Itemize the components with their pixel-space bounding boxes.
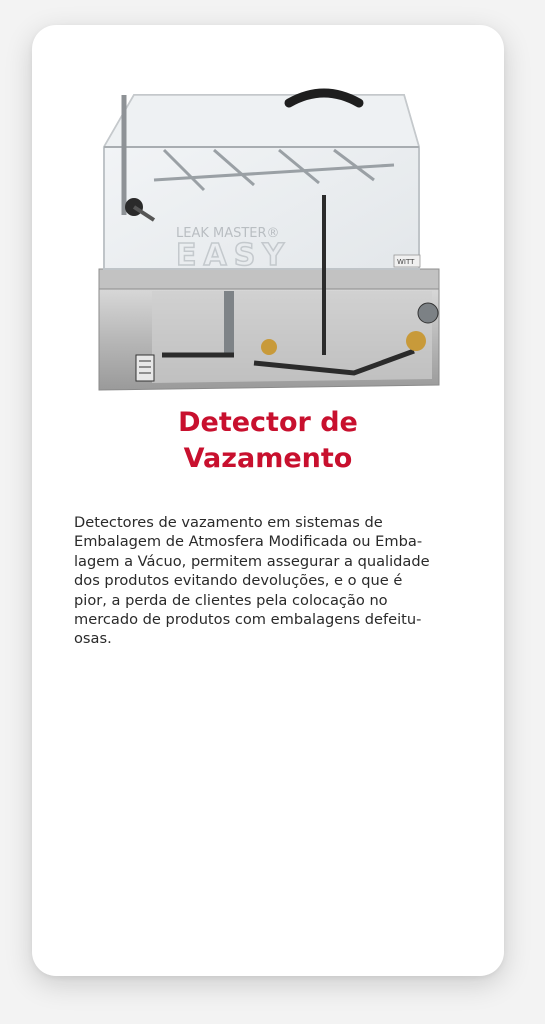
spec-plate (136, 355, 154, 381)
svg-text:EASY: EASY (176, 238, 292, 273)
description-line: pior, a perda de clientes pela colocação no (74, 591, 388, 609)
product-image-leak-detector (94, 55, 444, 405)
badge-witt (394, 255, 420, 267)
product-card (32, 25, 504, 976)
description-line: mercado de produtos com embalagens defeitu- (74, 611, 422, 629)
product-title (32, 405, 504, 477)
product-title-line: Detector de (178, 407, 358, 438)
product-title-line: Vazamento (183, 443, 353, 474)
description-line: dos produtos evitando devoluções, e o que é (74, 572, 403, 590)
product-description (74, 513, 464, 649)
svg-text:WITT: WITT (397, 258, 415, 266)
description-line: Embalagem de Atmosfera Modificada ou Emba- (74, 533, 423, 551)
description-line: lagem a Vácuo, permitem assegurar a qualidade (74, 552, 430, 570)
description-line: Detectores de vazamento em sistemas de (74, 514, 383, 531)
leak-detector-illustration (94, 55, 444, 405)
description-line: osas. (74, 630, 112, 648)
svg-text:LEAK MASTER®: LEAK MASTER® (176, 226, 280, 241)
brand-logo (176, 226, 291, 273)
